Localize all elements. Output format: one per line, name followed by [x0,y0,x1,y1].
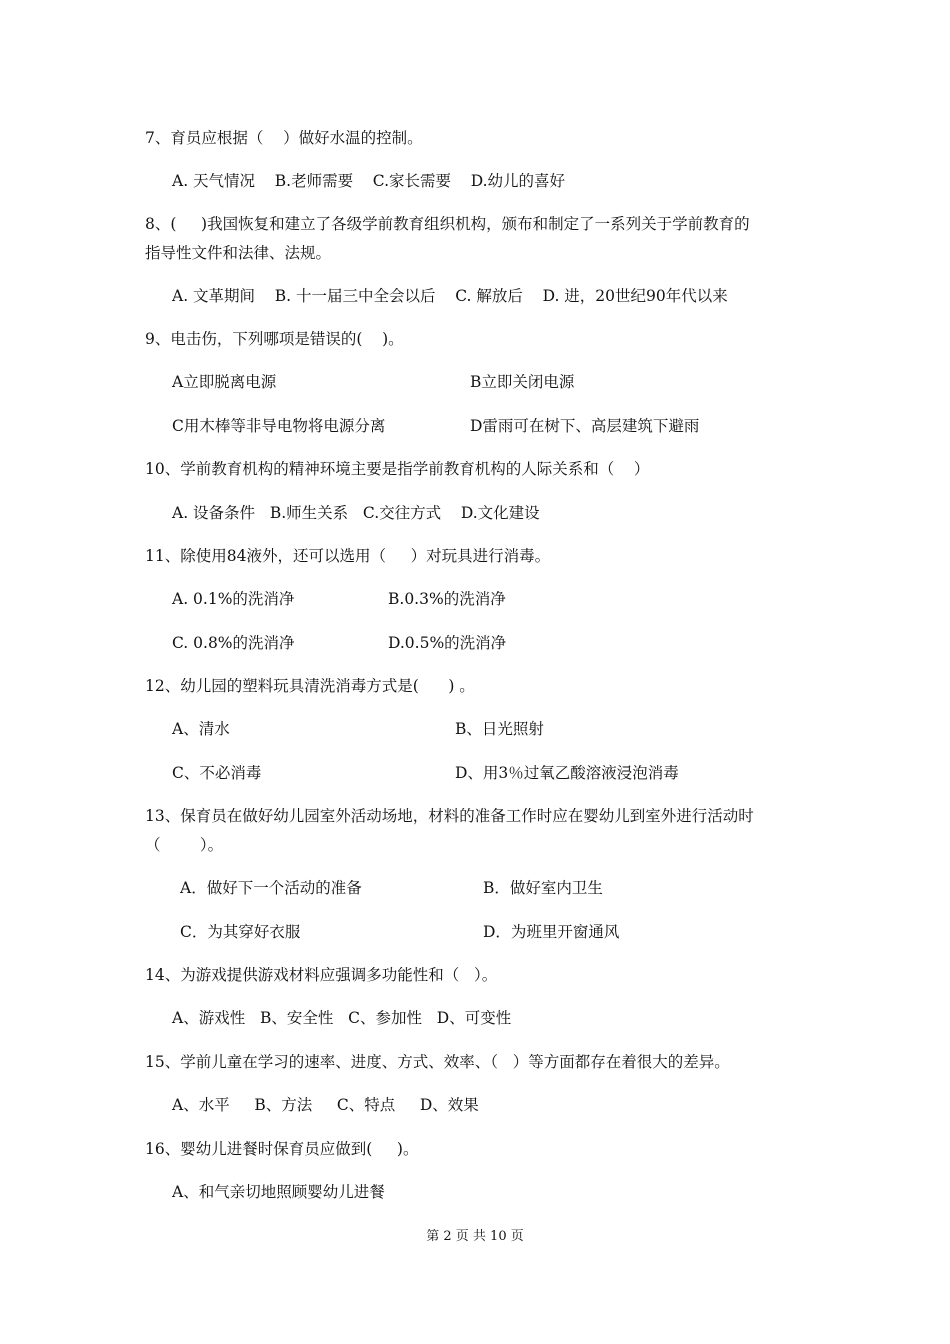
question-12-option-c: C、不必消毒 [172,764,262,782]
question-12-option-a: A、清水 [172,720,230,738]
question-10-stem: 10、学前教育机构的精神环境主要是指学前教育机构的人际关系和（ ） [145,460,650,478]
question-15-options: A、水平 B、方法 C、特点 D、效果 [172,1096,479,1114]
question-8-stem-line2: 指导性文件和法律、法规。 [145,244,332,262]
question-15-stem: 15、学前儿童在学习的速率、进度、方式、效率、（ ）等方面都存在着很大的差异。 [145,1053,730,1071]
question-13-option-a: A．做好下一个活动的准备 [180,879,362,897]
question-13-option-b: B．做好室内卫生 [483,879,603,897]
question-12-stem: 12、幼儿园的塑料玩具清洗消毒方式是( ) 。 [145,677,475,695]
question-10-options: A. 设备条件 B.师生关系 C.交往方式 D.文化建设 [172,504,540,522]
question-8-stem-line1: 8、( )我国恢复和建立了各级学前教育组织机构，颁布和制定了一系列关于学前教育的 [145,215,750,233]
question-12-option-d: D、用3％过氧乙酸溶液浸泡消毒 [455,764,679,782]
question-11-option-a: A. 0.1%的洗消净 [172,590,295,608]
question-9-option-c: C用木棒等非导电物将电源分离 [172,417,386,435]
question-9-option-a: A立即脱离电源 [172,373,277,391]
question-13-stem-line1: 13、保育员在做好幼儿园室外活动场地，材料的准备工作时应在婴幼儿到室外进行活动时 [145,807,754,825]
question-13-stem-line2: （ ）。 [145,836,224,854]
question-7-options: A. 天气情况 B.老师需要 C.家长需要 D.幼儿的喜好 [172,172,566,190]
question-11-option-d: D.0.5%的洗消净 [388,634,507,652]
question-12-option-b: B、日光照射 [455,720,544,738]
question-14-stem: 14、为游戏提供游戏材料应强调多功能性和（ ）。 [145,966,498,984]
question-11-stem: 11、除使用84液外，还可以选用（ ）对玩具进行消毒。 [145,547,551,565]
question-9-stem: 9、电击伤，下列哪项是错误的( )。 [145,330,404,348]
question-13-option-d: D．为班里开窗通风 [483,923,620,941]
question-8-options: A. 文革期间 B. 十一届三中全会以后 C. 解放后 D. 进，20世纪90年代以来 [172,287,728,305]
page-number-footer: 第 2 页 共 10 页 [426,1229,524,1244]
question-11-option-b: B.0.3%的洗消净 [388,590,506,608]
question-7-stem: 7、育员应根据（ ）做好水温的控制。 [145,129,423,147]
question-16-option-a: A、和气亲切地照顾婴幼儿进餐 [172,1183,385,1201]
question-14-options: A、游戏性 B、安全性 C、参加性 D、可变性 [172,1009,512,1027]
question-16-stem: 16、婴幼儿进餐时保育员应做到( )。 [145,1140,419,1158]
question-9-option-d: D雷雨可在树下、高层建筑下避雨 [470,417,700,435]
question-9-option-b: B立即关闭电源 [470,373,575,391]
question-11-option-c: C. 0.8%的洗消净 [172,634,295,652]
question-13-option-c: C．为其穿好衣服 [180,923,301,941]
